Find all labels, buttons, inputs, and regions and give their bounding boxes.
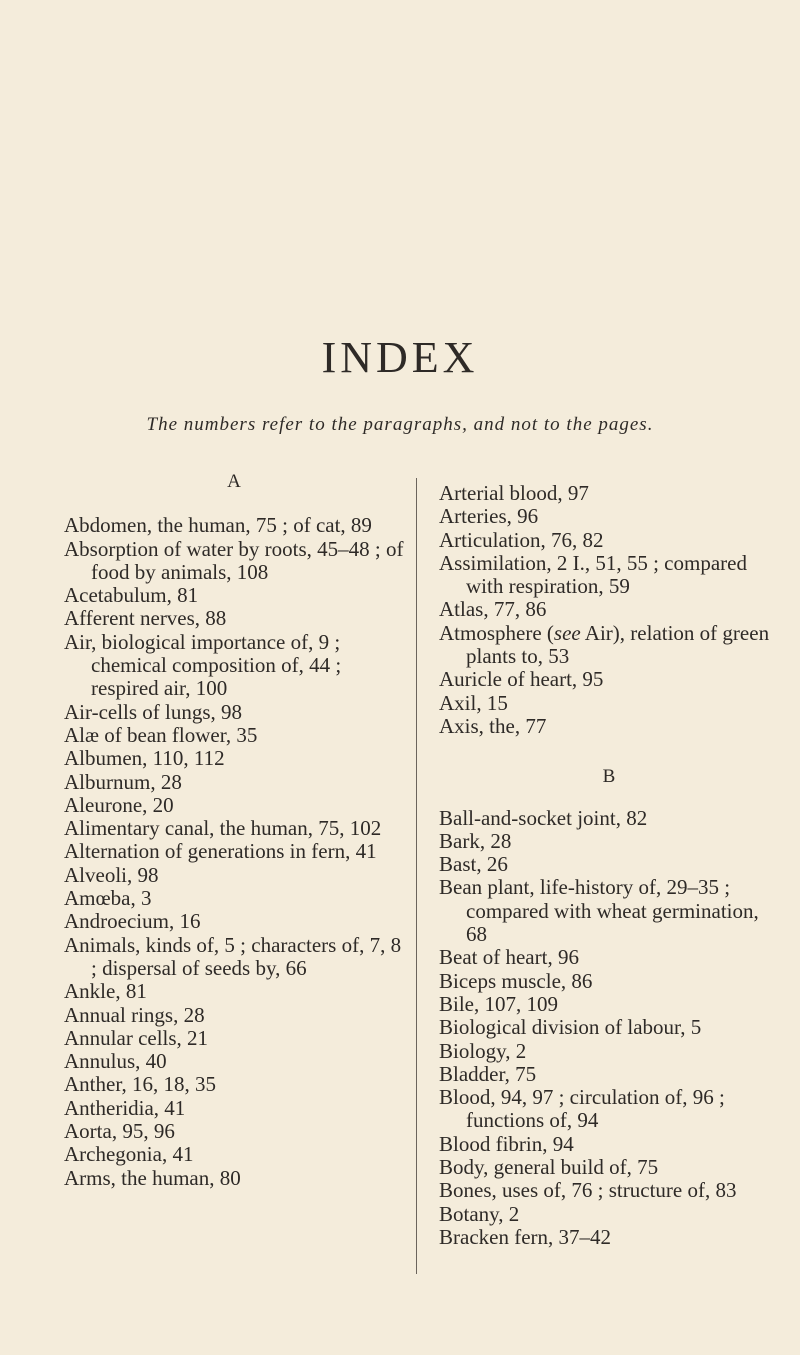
index-entry: Auricle of heart, 95 — [439, 667, 604, 692]
index-entry: Axil, 15 — [439, 690, 508, 715]
index-entry: Alimentary canal, the human, 75, 102 — [64, 816, 382, 841]
index-entry: Biology, 2 — [439, 1038, 527, 1063]
index-entry: Arteries, 96 — [439, 504, 539, 529]
index-entry: Arms, the human, 80 — [64, 1165, 241, 1190]
index-entry: Blood, 94, 97 ; circulation of, 96 ; functions of, 94 — [439, 1085, 725, 1133]
page-title: INDEX — [321, 333, 479, 382]
index-entry: Alveoli, 98 — [64, 862, 159, 887]
index-entry: Alburnum, 28 — [64, 769, 182, 794]
index-entry: Annual rings, 28 — [64, 1002, 205, 1027]
index-entry: Bean plant, life-history of, 29–35 ; compared with wheat germination, 68 — [439, 875, 759, 947]
index-entry: Archegonia, 41 — [64, 1142, 194, 1167]
index-entry: Bark, 28 — [439, 828, 512, 853]
index-entry: Biceps muscle, 86 — [439, 968, 593, 993]
index-entry: Air, biological importance of, 9 ; chemical composition of, 44 ; respired air, 100 — [64, 629, 342, 701]
index-entry: Biological division of labour, 5 — [439, 1015, 702, 1040]
index-entry: Atmosphere (see Air), relation of green plants to, 53 — [439, 620, 770, 669]
index-entry: Articulation, 76, 82 — [439, 527, 604, 552]
index-entry: Albumen, 110, 112 — [64, 746, 225, 771]
index-entry: Afferent nerves, 88 — [64, 606, 227, 631]
index-entry: Bast, 26 — [439, 852, 508, 877]
index-entry: Botany, 2 — [439, 1201, 520, 1226]
index-entry: Atlas, 77, 86 — [439, 597, 547, 622]
index-entry: Body, general build of, 75 — [439, 1155, 659, 1180]
index-entry: Aleurone, 20 — [64, 792, 174, 817]
index-entry: Arterial blood, 97 — [439, 481, 589, 505]
index-entry: Acetabulum, 81 — [64, 583, 199, 608]
index-column-right — [439, 482, 779, 1249]
index-entry: Axis, the, 77 — [439, 713, 547, 738]
index-entry: Aorta, 95, 96 — [64, 1119, 175, 1144]
index-note: The numbers refer to the paragraphs, and not to the pages. — [146, 414, 654, 435]
index-column-left — [64, 470, 404, 1190]
index-entry: Bracken fern, 37–42 — [439, 1224, 612, 1249]
index-entry: Amœba, 3 — [64, 886, 152, 911]
section-letter: B — [602, 766, 616, 788]
index-entry: Ankle, 81 — [64, 979, 147, 1004]
index-entry: Absorption of water by roots, 45–48 ; of food by animals, 108 — [64, 536, 404, 584]
index-entry: Air-cells of lungs, 98 — [64, 699, 243, 724]
index-entry: Assimilation, 2 I., 51, 55 ; compared with respiration, 59 — [439, 550, 747, 599]
index-entry: Alternation of generations in fern, 41 — [64, 839, 377, 864]
index-entry: Abdomen, the human, 75 ; of cat, 89 — [64, 513, 372, 538]
column-divider — [416, 478, 417, 1274]
section-letter: A — [227, 471, 241, 492]
index-entry: Bile, 107, 109 — [439, 991, 558, 1016]
index-entry: Annulus, 40 — [64, 1049, 167, 1074]
index-entry: Ball-and-socket joint, 82 — [439, 805, 648, 830]
index-entry: Blood fibrin, 94 — [439, 1131, 574, 1156]
index-entry: Alæ of bean flower, 35 — [64, 722, 258, 747]
index-entry: Androecium, 16 — [64, 909, 201, 934]
index-entry: Bones, uses of, 76 ; structure of, 83 — [439, 1178, 737, 1203]
index-entry: Animals, kinds of, 5 ; characters of, 7, 8 ; dispersal of seeds by, 66 — [64, 932, 402, 980]
index-entry: Beat of heart, 96 — [439, 945, 579, 970]
index-entry: Bladder, 75 — [439, 1061, 537, 1086]
index-entry: Annular cells, 21 — [64, 1025, 209, 1050]
index-entry: Antheridia, 41 — [64, 1095, 186, 1120]
index-entry: Anther, 16, 18, 35 — [64, 1072, 216, 1097]
